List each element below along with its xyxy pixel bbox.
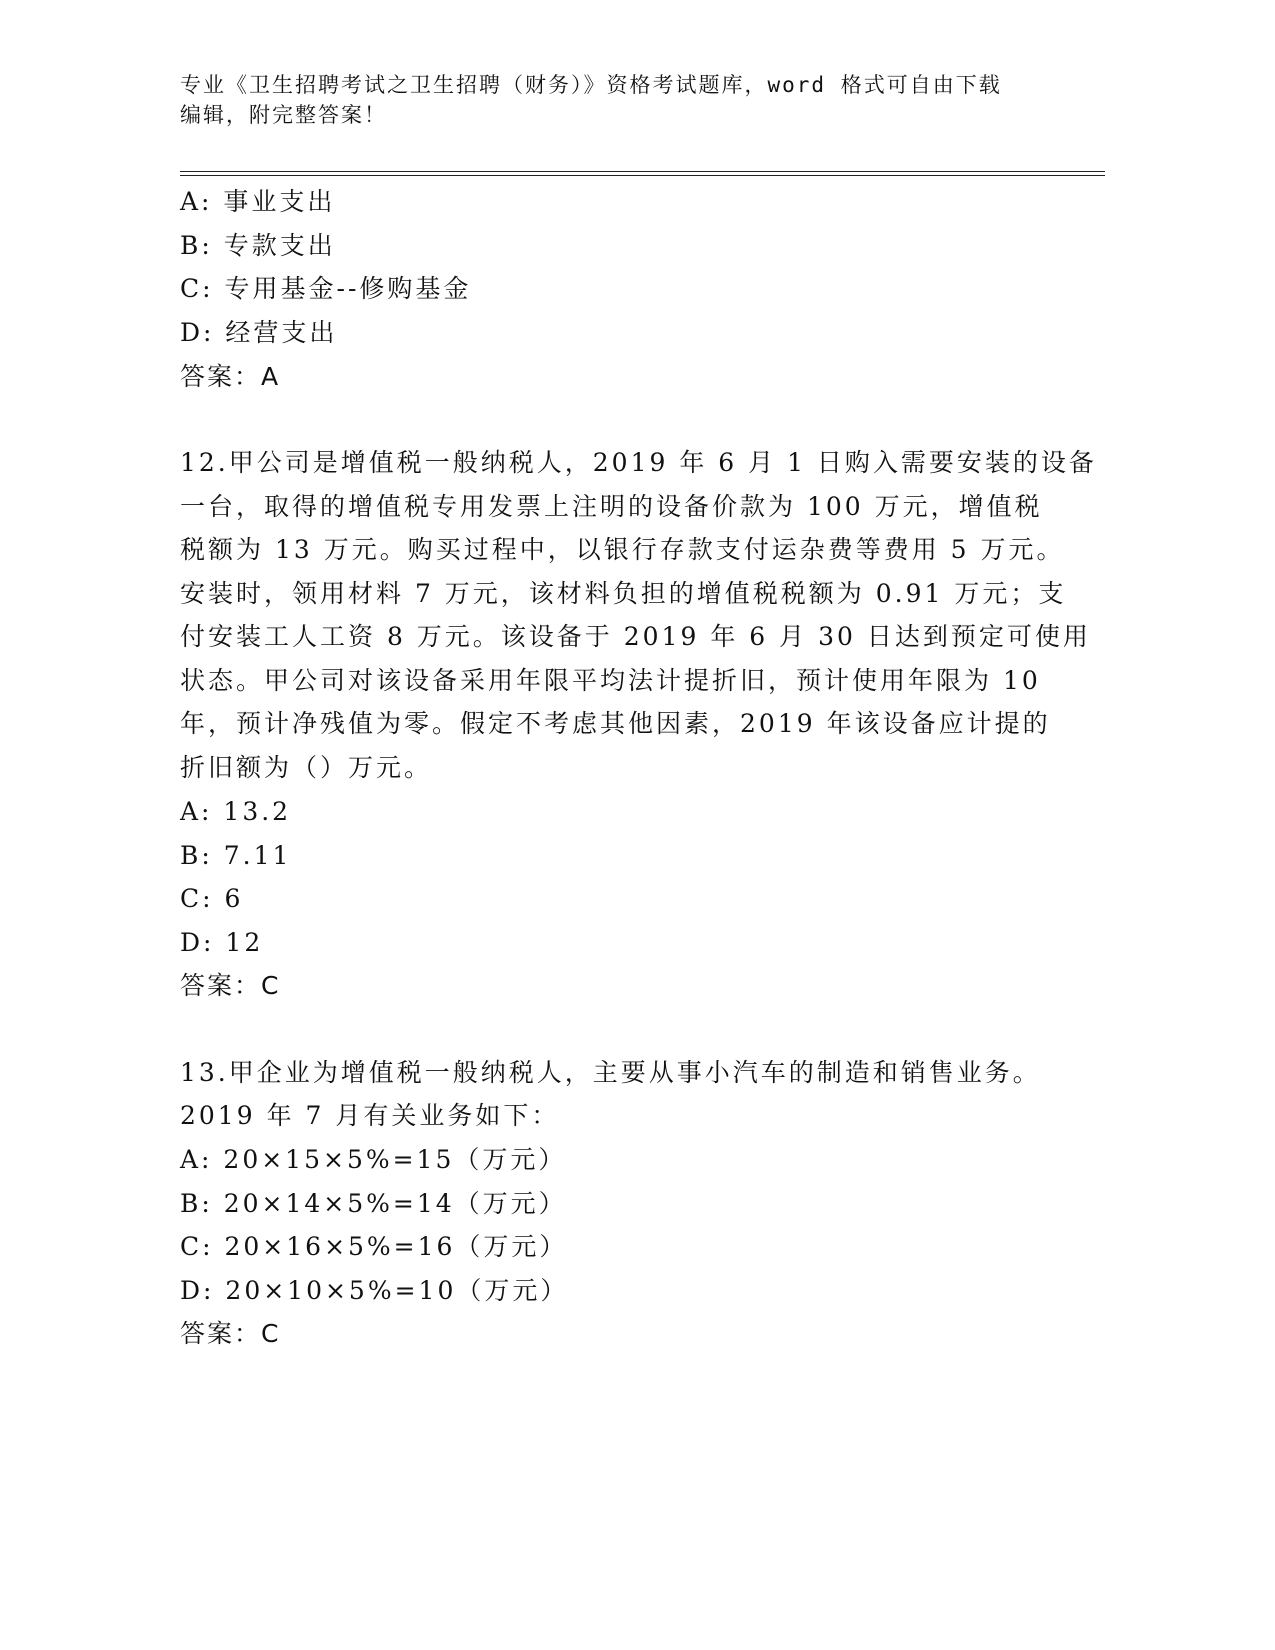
q13-text-line-1: 13.甲企业为增值税一般纳税人，主要从事小汽车的制造和销售业务。	[180, 1058, 1041, 1087]
q13-option-a: A: 20×15×5%=15（万元）	[180, 1145, 567, 1174]
q12-text-line-3: 税额为 13 万元。购买过程中，以银行存款支付运杂费等费用 5 万元。	[180, 535, 1065, 564]
q13-option-b: B: 20×14×5%=14（万元）	[180, 1189, 567, 1218]
q11-option-b: B: 专款支出	[180, 231, 336, 260]
q12-text-line-1: 12.甲公司是增值税一般纳税人，2019 年 6 月 1 日购入需要安装的设备	[180, 448, 1097, 477]
q13-option-d: D: 20×10×5%=10（万元）	[180, 1276, 569, 1305]
q11-answer: 答案：A	[180, 362, 281, 391]
q12-answer: 答案：C	[180, 971, 281, 1000]
header-line-2: 编辑，附完整答案！	[180, 103, 387, 127]
q12-text-line-4: 安装时，领用材料 7 万元，该材料负担的增值税税额为 0.91 万元；支	[180, 579, 1067, 608]
q12-text-line-2: 一台，取得的增值税专用发票上注明的设备价款为 100 万元，增值税	[180, 492, 1043, 521]
header-divider-bottom	[180, 175, 1105, 176]
q11-option-a: A: 事业支出	[180, 187, 336, 216]
q12-text-line-8: 折旧额为（）万元。	[180, 753, 433, 782]
q12-text-line-5: 付安装工人工资 8 万元。该设备于 2019 年 6 月 30 日达到预定可使用	[180, 622, 1091, 651]
q12-option-c: C: 6	[180, 884, 244, 913]
q13-answer: 答案：C	[180, 1319, 281, 1348]
q12-text-line-6: 状态。甲公司对该设备采用年限平均法计提折旧，预计使用年限为 10	[180, 666, 1041, 695]
q12-option-b: B: 7.11	[180, 841, 292, 870]
q13-option-c: C: 20×16×5%=16（万元）	[180, 1232, 568, 1261]
q13-text-line-2: 2019 年 7 月有关业务如下：	[180, 1101, 560, 1130]
q12-option-a: A: 13.2	[180, 797, 292, 826]
header-line-1: 专业《卫生招聘考试之卫生招聘（财务）》资格考试题库，word 格式可自由下载	[180, 73, 1002, 97]
document-header	[180, 70, 1060, 130]
header-divider-top	[180, 171, 1105, 172]
q11-option-c: C: 专用基金--修购基金	[180, 274, 472, 303]
q12-option-d: D: 12	[180, 928, 264, 957]
q12-text-line-7: 年，预计净残值为零。假定不考虑其他因素，2019 年该设备应计提的	[180, 709, 1051, 738]
q11-option-d: D: 经营支出	[180, 318, 338, 347]
